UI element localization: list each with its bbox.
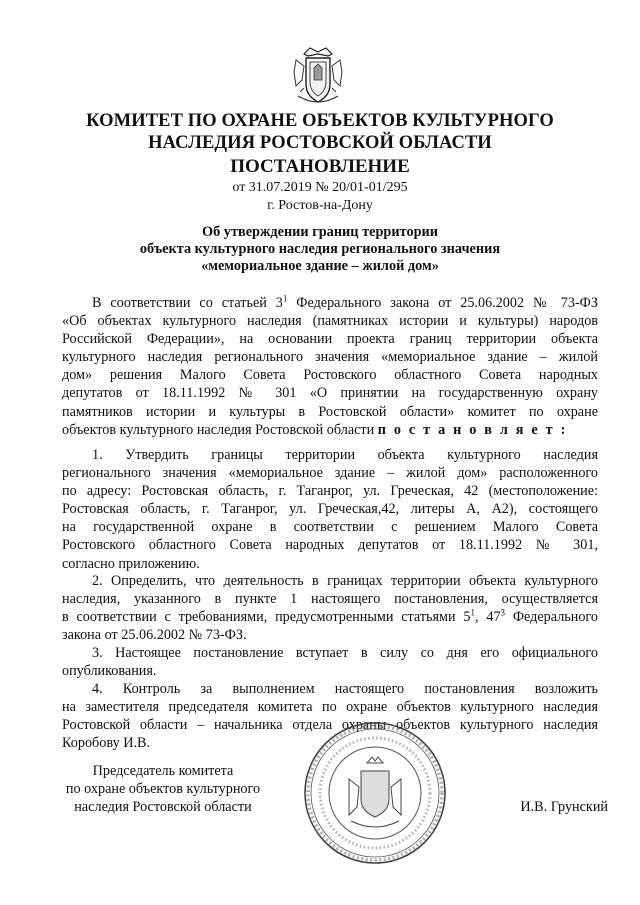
subject-line2: объекта культурного наследия регионального значения [139,241,501,257]
subject-line1: Об утверждении границ территории [201,224,439,240]
subject-line3: «мемориальное здание – жилой дом» [201,258,439,274]
item-3-paragraph: 3. Настоящее постановление вступает в силу со дня его официального опубликования. [62,645,598,680]
document-date-number: от 31.07.2019 № 20/01-01/295 [232,180,408,195]
committee-name-line1: КОМИТЕТ ПО ОХРАНЕ ОБЪЕКТОВ КУЛЬТУРНОГО [86,111,554,131]
item-1-paragraph: 1. Утвердить границы территории объекта культурного наследия регионального значения «мемориальное здание – жилой дом» расположенного по адресу: Ростовская область, г. Таганрог, ул. Греческая, 42 (местоположение: Ростовская область, г. Таганрог, ул. Греческая,42, литеры А, А2), состоящего на государственной охране в соответствии с решением Малого Совета Ростовского областного Совета народных депутатов от 18.11.1992 № 301, согласно приложению. [62,447,598,572]
resolves-keyword: п о с т а н о в л я е т : [377,421,568,438]
item-2-paragraph: 2. Определить, что деятельность в границах территории объекта культурного наследия, указанного в пункте 1 настоящего постановления, осуществляется в соответствии с требованиями, предусмотренными статьями $5^1$, $47^3$ Федерального закона от 25.06.2002 № 73-ФЗ. [62,573,598,644]
item-4-paragraph: 4. Контроль за выполнением настоящего постановления возложить на заместителя председателя комитета по охране объектов культурного наследия Ростовской области – начальника отдела охраны объектов культурного наследия Коробову И.В. [62,681,598,752]
document-type: ПОСТАНОВЛЕНИЕ [230,156,410,177]
official-stamp [300,718,450,868]
signatory-name: И.В. Грунский [520,799,608,815]
committee-name-line2: НАСЛЕДИЯ РОСТОВСКОЙ ОБЛАСТИ [148,133,492,153]
preamble-paragraph: В соответствии со статьей $3^1$ Федерального закона от 25.06.2002 № 73-ФЗ «Об объектах культурного наследия (памятниках истории и культуры) народов Российской Федерации», на основании проекта границ территории объекта культурного наследия регионального значения «мемориальное здание – жилой дом» решения Малого Совета Ростовского областного Совета народных депутатов от 18.11.1992 № 301 «О принятии на государственную охрану памятников истории и культуры в Ростовской области» комитет по охране объектов культурного наследия Ростовской области п о с т а н о в л я е т : [62,293,598,438]
document-city: г. Ростов-на-Дону [267,198,373,213]
coat-of-arms-emblem [290,46,346,108]
signatory-position: Председатель комитета по охране объектов культурного наследия Ростовской области [65,763,261,815]
